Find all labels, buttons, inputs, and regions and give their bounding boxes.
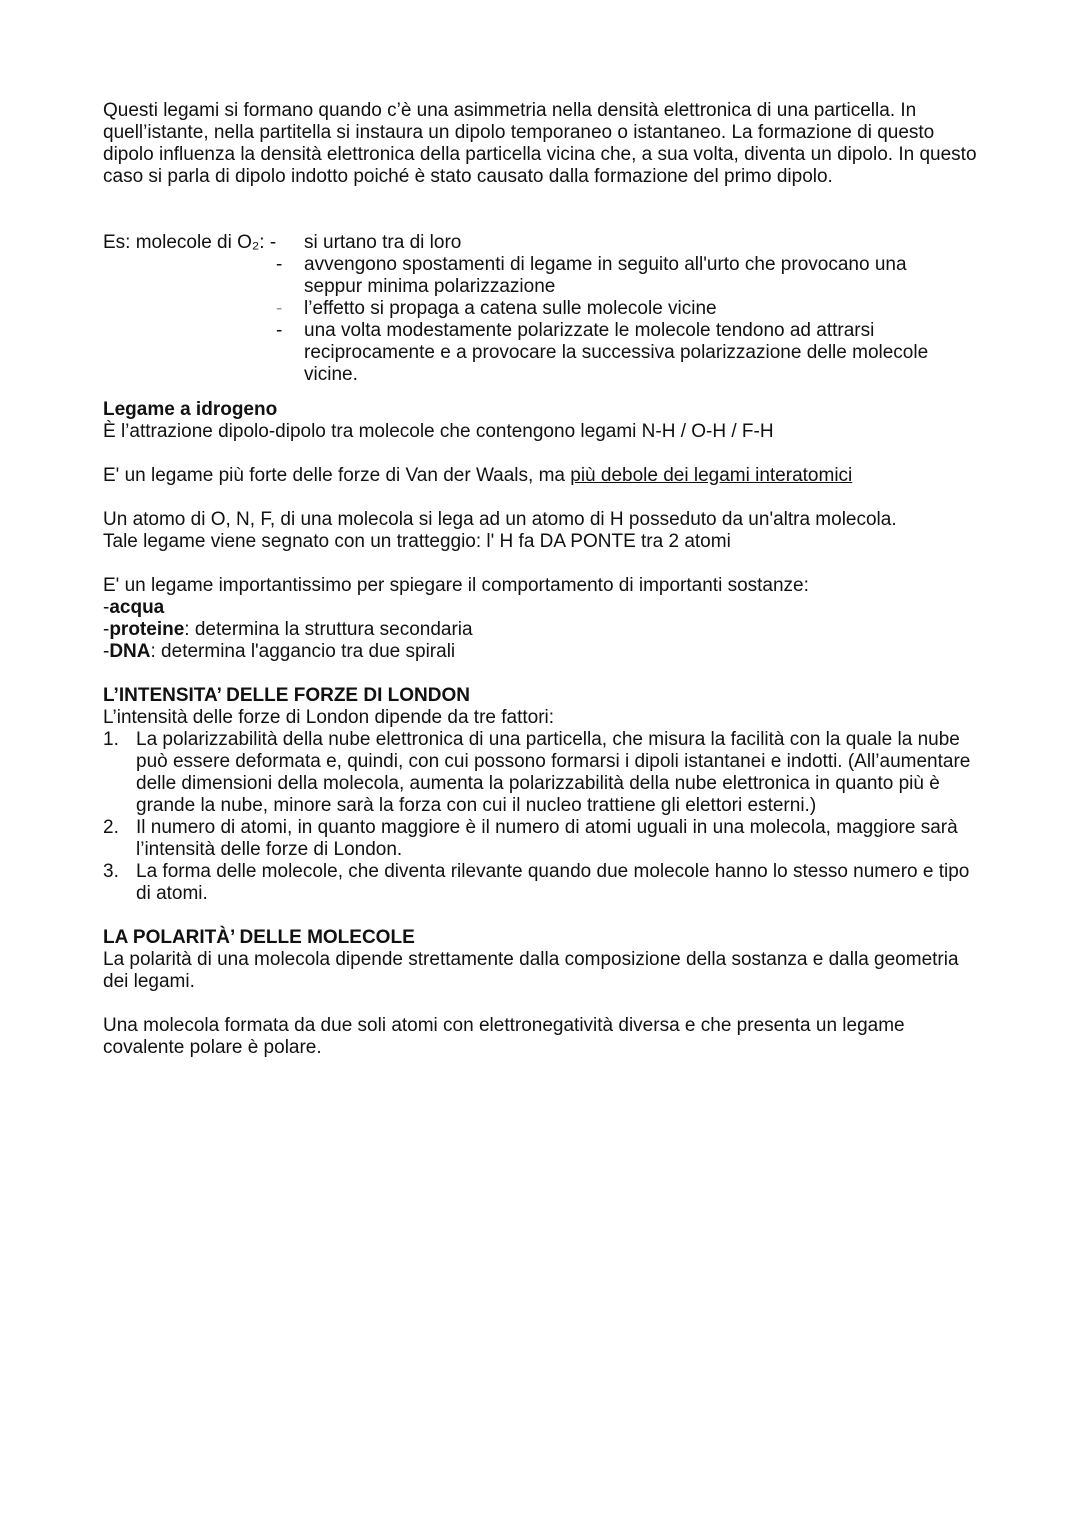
polarity-title: LA POLARITÀ’ DELLE MOLECOLE [103,927,415,948]
list-text: La forma delle molecole, che diventa rilevante quando due molecole hanno lo stesso numero e tipo di atomi. [136,861,970,904]
hydrogen-bond-definition: È l’attrazione dipolo-dipolo tra molecole che contengono legami N-H / O-H / F-H [103,421,774,442]
example-item-text: una volta modestamente polarizzate le molecole tendono ad attrarsi reciprocamente e a provocare la successiva polarizzazione delle molecole vicine. [304,320,929,385]
example-label: Es: molecole di O₂: - [103,232,277,253]
substance-item: -acqua [103,597,165,618]
london-factor-list [103,729,983,905]
example-item [276,320,966,386]
polarity-paragraph-1: La polarità di una molecola dipende strettamente dalla composizione della sostanza e dalla geometria dei legami. [103,949,959,992]
example-block [103,232,983,388]
london-intro: L’intensità delle forze di London dipende da tre fattori: [103,707,555,728]
underlined-phrase: più debole dei legami interatomici [570,465,853,486]
dash-bullet: - [276,254,283,275]
substance-item: -DNA: determina l'aggancio tra due spirali [103,641,456,662]
list-item [103,861,983,905]
bridge-line-2: Tale legame viene segnato con un tratteggio: l' H fa DA PONTE tra 2 atomi [103,531,731,552]
list-text: Il numero di atomi, in quanto maggiore è il numero di atomi uguali in una molecola, maggiore sarà l’intensità delle forze di London. [136,817,958,860]
example-item-text: avvengono spostamenti di legame in seguito all'urto che provocano una seppur minima polarizzazione [304,254,907,297]
list-text: La polarizzabilità della nube elettronica di una particella, che misura la facilità con la quale la nube può essere deformata e, quindi, con cui possono formarsi i dipoli istantanei e indotti. (All’aumentare delle dimensioni della molecola, aumenta la polarizzabilità della nube elettronica in quanto più è grande la nube, minore sarà la forza con cui il nucleo trattiene gli elettori esterni.) [136,729,971,816]
dash-bullet: - [276,298,283,319]
list-number: 1. [103,729,119,750]
intro-paragraph: Questi legami si formano quando c’è una asimmetria nella densità elettronica di una particella. In quell’istante, nella partitella si instaura un dipolo temporaneo o istantaneo. La formazione di questo dipolo influenza la densità elettronica della particella vicina che, a sua volta, diventa un dipolo. In questo caso si parla di dipolo indotto poiché è stato causato dalla formazione del primo dipolo. [103,100,977,187]
dash-bullet: - [276,320,283,341]
list-number: 2. [103,817,119,838]
example-item [276,232,966,254]
example-item-text: si urtano tra di loro [304,232,462,253]
list-item [103,817,983,861]
example-item-text: l’effetto si propaga a catena sulle molecole vicine [304,298,717,319]
polarity-paragraph-2: Una molecola formata da due soli atomi con elettronegatività diversa e che presenta un legame covalente polare è polare. [103,1015,905,1058]
hydrogen-bond-strength [103,465,983,487]
hydrogen-bond-title: Legame a idrogeno [103,399,278,420]
importance-line: E' un legame importantissimo per spiegare il comportamento di importanti sostanze: [103,575,809,596]
document-page [103,100,983,1059]
example-list [276,232,966,386]
strength-text: E' un legame più forte delle forze di Van der Waals, ma [103,465,571,486]
substance-item: -proteine: determina la struttura secondaria [103,619,473,640]
list-item [103,729,983,817]
list-number: 3. [103,861,119,882]
bridge-line-1: Un atomo di O, N, F, di una molecola si lega ad un atomo di H posseduto da un'altra molecola. [103,509,897,530]
example-item [276,254,966,298]
example-item [276,298,966,320]
london-title: L’INTENSITA’ DELLE FORZE DI LONDON [103,685,470,706]
